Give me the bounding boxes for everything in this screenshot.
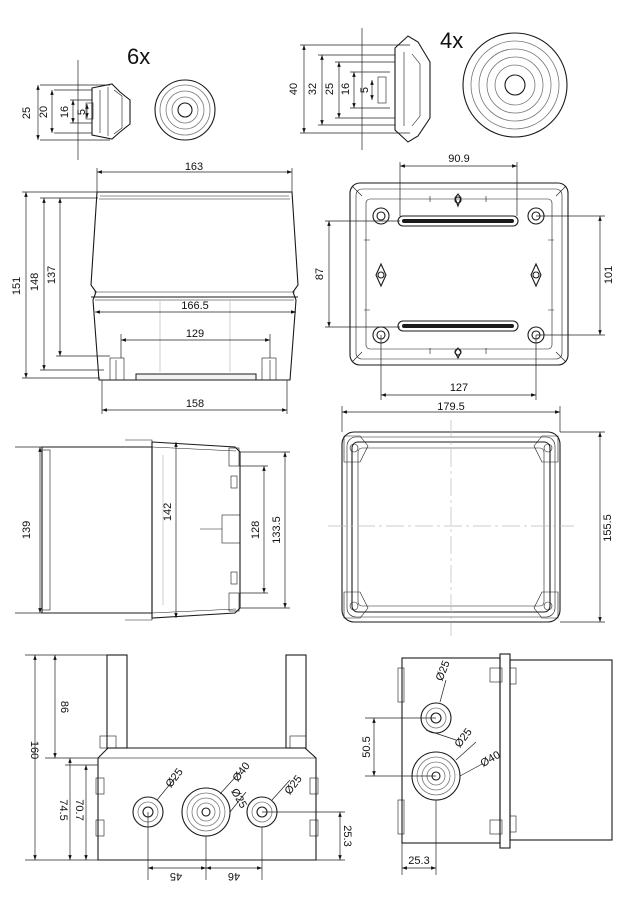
dim-25: 25	[324, 82, 336, 96]
dim-139: 139	[21, 520, 33, 540]
dim-20: 20	[38, 105, 50, 119]
multiplier-6x: 6x	[127, 44, 151, 69]
dim-142: 142	[162, 502, 174, 522]
dim-phi40: Ø40	[230, 760, 253, 785]
dim-179-5: 179.5	[437, 401, 465, 413]
dim-phi25: Ø25	[452, 726, 475, 751]
dim-25-3: 25.3	[408, 855, 430, 867]
dim-160: 160	[28, 740, 40, 760]
bottom-front-view	[25, 655, 345, 880]
top-view	[325, 162, 605, 400]
dim-40: 40	[288, 82, 300, 96]
dim-25: 25	[21, 106, 33, 120]
dim-127: 127	[449, 382, 469, 394]
dim-90-9: 90.9	[448, 153, 470, 165]
dim-86: 86	[58, 700, 70, 714]
dim-166-5: 166.5	[181, 300, 209, 312]
dim-148: 148	[29, 272, 41, 292]
dim-46: 46	[227, 870, 241, 882]
large-gland-section	[288, 28, 430, 150]
dim-16: 16	[59, 105, 71, 119]
lid-view	[328, 406, 605, 636]
dim-151: 151	[11, 276, 23, 296]
dim-129: 129	[185, 328, 205, 340]
dim-phi25-mid: Ø25	[228, 786, 249, 811]
dim-45: 45	[169, 870, 183, 882]
dim-87: 87	[314, 267, 326, 281]
dim-5: 5	[359, 86, 371, 94]
dim-phi25-top: Ø25	[433, 658, 453, 683]
dim-128: 128	[250, 520, 262, 540]
dim-phi25-right: Ø25	[282, 773, 305, 798]
small-gland-front	[155, 80, 215, 140]
dim-74-5: 74.5	[57, 799, 69, 821]
dim-phi40: Ø40	[478, 749, 503, 770]
dim-158: 158	[185, 398, 205, 410]
dim-phi25-left: Ø25	[163, 766, 186, 791]
dim-50-5: 50.5	[361, 736, 373, 758]
front-view	[11, 168, 298, 414]
dim-25-3: 25.3	[341, 825, 353, 847]
dim-155-5: 155.5	[602, 514, 614, 542]
small-gland-section	[21, 60, 130, 160]
dim-16: 16	[340, 82, 352, 96]
side-view	[15, 440, 290, 620]
dim-163: 163	[184, 161, 204, 173]
multiplier-4x: 4x	[440, 28, 464, 53]
dim-70-7: 70.7	[73, 799, 85, 821]
dim-32: 32	[307, 82, 319, 96]
large-gland-front	[463, 33, 567, 137]
dim-137: 137	[46, 265, 58, 285]
dim-133-5: 133.5	[271, 516, 283, 544]
dim-101: 101	[603, 265, 615, 285]
dim-5: 5	[76, 108, 88, 116]
